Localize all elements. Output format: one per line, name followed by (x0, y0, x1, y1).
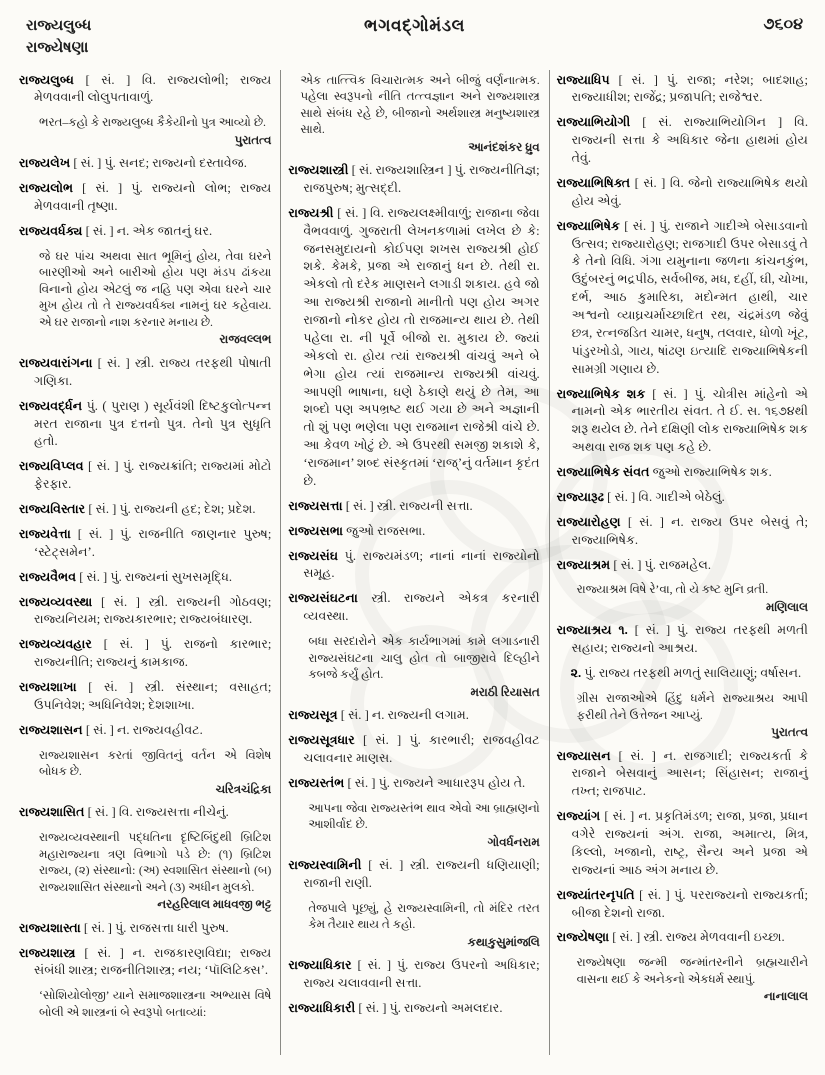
headword: રાજ્યાભિષેક સંવત (556, 465, 650, 479)
headword: રાજ્યવર્ધક્ય (19, 223, 83, 238)
dict-entry (19, 398, 271, 452)
headword: રાજ્યસ્વામિની (288, 858, 362, 873)
citation-text: રાજ્યવ્યવસ્થાની પદ્ધતિના દૃષ્ટિબિંદુથી બ્રિટિશ મહારાજ્યના ત્રણ વિભાગો પડે છે: (૧) બ્રિટિશ રાજ્ય, (૨) સંસ્થાનો: (અ) સ્વશાસિત સંસ્થાનો (બ) રાજ્યશાસિત સંસ્થાનો અને (૩) અધીન મુલકો. (39, 830, 272, 894)
dict-entry (557, 887, 808, 923)
entry-body: પું. ( પુરાણ ) સૂર્યવંશી દિષ્ટકુલોત્પન્ન મરત રાજાના પુત્ર દત્તનો પુત્ર. તેનો પુત્ર સુધૃતિ હતો. (34, 398, 272, 449)
page-title: ભગવદ્ગોમંડલ (364, 16, 465, 35)
dict-entry (557, 514, 808, 550)
entry-body: પું. રાજ્ય તરફથી મળતું સાલિયાણું; વર્ષાસન. (584, 666, 802, 681)
dict-entry (557, 622, 808, 658)
citation (577, 581, 808, 615)
headword: રાજ્યવ્યવસ્થા (19, 594, 93, 609)
headword: રાજ્યાભિષિક્ત (556, 175, 631, 190)
entry-body: [ સં. ] ન. રાજકારણવિદ્યા; રાજ્ય સંબંધી શાસ્ત્ર; રાજનીતિશાસ્ત્ર; નય; ‘પૉલિટિક્સ’. (34, 945, 272, 978)
headword: રાજ્યાભિયોગી (556, 115, 631, 130)
entry-body: [ સં. ] પું. રાજસત્તા ધારી પુરુષ. (83, 920, 229, 935)
entry-body: [ સં. ] પું. રાજા; નરેશ; બાદશાહ; રાજ્યાધીશ; રાજેંદ્ર; પ્રજાપતિ; રાજેશ્વર. (571, 72, 808, 105)
dict-entry (19, 223, 271, 241)
dict-entry (19, 945, 271, 981)
dict-entry (557, 557, 808, 575)
entry-body: [ સં. ] પું. રાજાને ગાદીએ બેસાડવાનો ઉત્સવ; રાજ્યારોહણ; રાજગાદી ઉપર બેસાડવું તે કે તેનો વિધિ. ગંગા યમુનાના જળના કાંચનકુંભ, ઉદુંબરનું ભદ્રપીઠ, સર્વબીજ, મધ, દહીં, ઘી, ચોખા, દર્ભ, આઠ કુમારિકા, મદોન્મત હાથી, ચાર અશ્વનો વ્યાઘ્રચર્માચ્છાદિત રથ, ચંદ્રમંડળ જેવું છત્ર, રત્નજડિત ચામર, ધનુષ, તલવાર, ધોળો ખૂંટ, પાંડુરખોડો, ગાય, ષાંઢણ ઇત્યાદિ રાજ્યાભિષેકની સામગ્રી ગણાય છે. (571, 218, 808, 376)
headword: રાજ્યલુબ્ધ (19, 72, 74, 87)
headword: રાજ્યાંગ (556, 809, 601, 824)
headword: રાજ્યાધિકાર (288, 958, 352, 973)
entry-body: [ સં. રાજ્યશાસ્ત્રિન ] પું. રાજ્યનીતિજ્ઞ; રાજપુરુષ; મુત્સદ્દી. (303, 163, 540, 195)
dict-entry (557, 665, 808, 683)
headword: રાજ્યશાસ્તા (19, 920, 81, 935)
entry-body: [ સં. ] પું. રાજ્યને આધારરૂપ હોય તે. (347, 775, 526, 790)
entry-body: [ સં. ] પું. રાજનો કારભાર; રાજ્યનીતિ; રાજ્યનું કામકાજ. (34, 637, 272, 670)
column-1 (12, 70, 280, 1055)
citation-text: બધા સરદારોને એક કાર્યભાગમાં કામે લગાડનારી રાજ્યસંઘટના ચાલુ હોત તો બાજીરાવે દિલ્હીને કબજે કર્યું હોત. (308, 634, 540, 682)
entry-body: [ સં. ] પું. રાજનીતિ જાણનાર પુરુષ; ‘સ્ટેટ્સમેન’. (34, 526, 272, 559)
citation-source: મરાઠી રિયાસત (470, 684, 540, 699)
dict-entry (19, 526, 271, 562)
dict-entry (288, 732, 539, 768)
citation (39, 829, 271, 913)
headword: રાજ્યવિપ્લવ (19, 459, 84, 474)
headword: રાજ્યસત્તા (288, 498, 343, 513)
entry-body: જુઓ રાજસભા. (346, 523, 426, 538)
headword: રાજ્યાભિષેક (556, 218, 620, 233)
entry-body: [ સં. ] પું. રાજ્યનો અમલદાર. (358, 1001, 503, 1016)
citation-source: પુરાતત્વ (234, 132, 272, 147)
dict-entry (557, 175, 808, 211)
citation-text: ‘સોશિયોલોજી’ યાને સમાજશાસ્ત્રના અભ્યાસ વિષે બોલી એ શાસ્ત્રનાં બે સ્વરૂપો બતાવ્યાં: (39, 988, 272, 1019)
entry-body: [ સં. ] પું. રાજ્યની હદ; દેશ; પ્રદેશ. (88, 502, 256, 516)
dict-entry (557, 808, 808, 880)
entry-body: સ્ત્રી. રાજ્યને એકત્ર કરનારી વ્યવસ્થા. (303, 591, 540, 624)
citation (308, 800, 539, 851)
citation-source: પુરાતત્વ (771, 725, 808, 740)
headword: રાજ્યશાસ્ત્રી (288, 163, 349, 178)
dict-entry (19, 594, 271, 630)
entry-body: [ સં. રાજ્યાભિયોગિન ] વિ. રાજ્યની સત્તા કે અધિકાર જેના હાથમાં હોય તેવું. (571, 115, 808, 165)
dict-entry (19, 679, 271, 715)
entry-body: [ સં. ] પું. રાજ્ય તરફથી મળતી સહાય; રાજ્યનો આશ્રય. (571, 623, 808, 656)
entry-body: [ સં. ] પું. સનદ; રાજ્યનો દસ્તાવેજ. (73, 156, 247, 171)
dict-entry (288, 707, 539, 725)
dict-entry (557, 386, 808, 458)
headword: રાજ્યાશ્રય ૧. (556, 623, 628, 638)
headword: રાજ્યસંઘ (288, 548, 339, 563)
entry-body: [ સં. ] પું. કારભારી; રાજવહીવટ ચલાવનાર માણસ. (303, 733, 540, 765)
entry-body: [ સં. ] ન. રાજ્યવહીવટ. (85, 722, 203, 737)
entry-body: [ સં. ] સ્ત્રી. રાજ્યની ધણિયાણી; રાજાની રાણી. (303, 858, 540, 891)
headword: રાજ્યાધિપ (556, 72, 610, 87)
entry-body: [ સં. ] ન. રાજગાદી; રાજ્યકર્તા કે રાજાને બેસવાનું આસન; સિંહાસન; રાજાનું તખ્ત; રાજપાટ. (571, 748, 808, 799)
headword: રાજ્યશાસિત (19, 805, 85, 820)
entry-body: [ સં. ] પું. રાજ્યનો લોભ; રાજ્ય મેળવવાની તૃષ્ણા. (34, 181, 272, 214)
citation-source: રાજવલ્લભ (219, 332, 272, 347)
entry-body: [ સં. ] વિ. રાજ્યલક્ષ્મીવાળું; રાજાના જેવા વૈભવવાળું. ગુજરાતી લેખનકળામાં લખેલ છે કે: જનસમુદાયનો કોઈપણ શખસ રાજ્યશ્રી હોઈ શકે. કેમકે, પ્રજા એ રાજાનું ધન છે. તેથી રા. એકલો તો દરેક માણસને લગાડી શકાય. હવે જો આ રાજ્યશ્રી રાજાનો માનીતો પણ હોય અગર રાજાનો નોકર હોય તો રાજમાન્ય થાય છે. તેથી પહેલા રા. ની પૂર્વે બીજો રા. મુકાય છે. જ્યાં એકલો રા. હોય ત્યાં રાજ્યશ્રી વાંચવું અને બે ભેગા હોય ત્યાં રાજમાન્ય રાજ્યશ્રી વાંચવું. આપણી ભાષાના, ઘણે ઠેકાણે થયું છે તેમ, આ શબ્દો પણ અપભ્રષ્ટ થઈ ગયા છે અને અજ્ઞાની તો શું પણ ભણેલા પણ રાજમાન રાજેશ્રી વાંચે છે. આ કેવળ ખોટું છે. એ ઉપરથી સમજી શકાશે કે, ‘રાજમાન’ શબ્દ સંસ્કૃતમાં ‘રાજ્’નું વર્તમાન કૃદંત છે. (303, 205, 540, 488)
guide-word-top: રાજ્યલુબ્ધ (26, 18, 92, 34)
entry-body: [ સં. ] સ્ત્રી. સંસ્થાન; વસાહત; ઉપનિવેશ; અધિનિવેશ; દેશશાખા. (34, 680, 272, 712)
citation (39, 987, 271, 1020)
entry-body: [ સં. ] પું. ચોત્રીસ માંહેનો એ નામનો એક ભારતીય સંવત. તે ઈ. સ. ૧૬૭૪થી શરૂ થયેલ છે. તેને દક્ષિણી લોક રાજ્યાભિષેક શક અથવા રાજ શક પણ કહે છે. (571, 386, 808, 455)
citation (308, 633, 539, 700)
guide-word-bottom: રાજ્યેષણા (26, 39, 89, 56)
citation (39, 747, 271, 798)
headword: રાજ્યવિસ્તાર (19, 502, 86, 516)
headword: રાજ્યવર્દ્ધન (19, 398, 83, 413)
entry-body: [ સં. ] ન. પ્રકૃતિમંડળ; રાજા, પ્રજા, પ્રધાન વગેરે રાજ્યનાં અંગ. રાજા, અમાત્ય, મિત્ર, કિલ્લો, ખજાનો, રાષ્ટ્ર, સૈન્ય અને પ્રજા એ રાજ્યનાં આઠ અંગ મનાય છે. (571, 809, 808, 877)
headword: રાજ્યસંઘટના (288, 591, 358, 606)
dict-entry (19, 722, 271, 740)
headword: રાજ્યલોભ (19, 181, 74, 196)
entry-body: [ સં. ] પું. રાજ્યનાં સુખસમૃદ્ધિ. (79, 569, 233, 584)
entry-body: [ સં. ] સ્ત્રી. રાજ્ય મેળવવાની ઇચ્છા. (612, 930, 785, 945)
dict-entry (19, 355, 271, 391)
entry-body: [ સં. ] ન. રાજ્યની લગામ. (340, 708, 469, 723)
citation-text: એક તાત્ત્વિક વિચારાત્મક અને બીજું વર્ણનાત્મક. પહેલા સ્વરૂપનો નીતિ તત્ત્વજ્ઞાન અને રાજ્યશાસ્ત્ર સાથે સંબંધ રહે છે, બીજાનો અર્થશાસ્ત્ર મનુષ્યશાસ્ત્ર સાથે. (300, 72, 540, 137)
dict-entry (557, 748, 808, 802)
dict-entry (557, 489, 808, 507)
entry-body: [ સં. ] વિ. રાજ્યસત્તા નીચેનું. (87, 805, 229, 820)
citation-source: કથાકુસુમાંજલિ (467, 934, 540, 949)
dict-entry (19, 920, 271, 938)
citation-text: જે ઘર પાંચ અથવા સાત ભૂમિનું હોય, તેવા ઘરને બારણીઓ અને બારીઓ હોય પણ મંડપ ઢાંકયા વિનાનો હોય એટલું જ નહિ પણ એવા ઘરને ચાર મુખ હોય તો તે રાજ્યવર્ધક્ય નામનું ઘર કહેવાય. એ ઘર રાજાનો નાશ કરનાર મનાય છે. (39, 248, 272, 329)
citation-text: રાજ્યેષણા જન્મી જન્માંતરનીને બ્રહ્મચારીને વાસના થઈ કે અનેકનો એકધર્મ સ્થાપું. (576, 955, 808, 986)
entry-body: [ સં. ] વિ. ગાદીએ બેઠેલું. (607, 489, 725, 504)
citation-text: ભરત–કહો કે રાજ્યલુબ્ધ કૈકેયીનો પુત્ર આવ્યો છે. (39, 115, 266, 130)
dict-entry (288, 857, 539, 893)
entry-body: [ સં. ] વિ. રાજ્યલોભી; રાજ્ય મેળવવાની લોલુપતાવાળું. (34, 72, 272, 105)
headword: રાજ્યસૂત્રધાર (288, 733, 355, 748)
dict-entry (557, 929, 808, 947)
entry-body: [ સં. ] પું. પરરાજ્યનો રાજ્યકર્તા; બીજા દેશનો રાજા. (571, 887, 808, 920)
citation (577, 690, 808, 741)
dict-entry (19, 636, 271, 672)
headword: ૨. (570, 666, 582, 681)
entry-body: [ સં. ] વિ. જેનો રાજ્યાભિષેક થયો હોય એવું. (571, 175, 808, 208)
citation-text: તેજપાલે પૂછ્યું, હે રાજ્યસ્વામિની, તો મંદિર તરત કેમ તૈયાર થાય તે કહો. (308, 900, 540, 932)
headword: રાજ્યાધિકારી (288, 1001, 356, 1016)
dict-entry (288, 523, 539, 541)
citation-source: ગોવર્ધનરામ (487, 834, 540, 849)
citation-source: મણિલાલ (765, 599, 808, 614)
citation-source: આનંદશંકર ધ્રુવ (468, 139, 540, 154)
entry-body: [ સં. ] સ્ત્રી. રાજ્યની ગોઠવણ; રાજ્યનિયમ; રાજ્યકારભાર; રાજ્યબંધારણ. (34, 594, 272, 627)
headword: રાજ્યસભા (288, 523, 343, 538)
headword: રાજ્યાભિષેક શક (556, 386, 646, 401)
page-header (12, 10, 817, 62)
citation-text: ગ્રીસ રાજાઓએ હિંદુ ધર્મને રાજ્યાશ્રય આપી ફરીથી તેને ઉત્તેજન આપ્યું. (576, 691, 808, 722)
headword: રાજ્યાંતરનૃપતિ (556, 887, 635, 902)
dict-entry (288, 957, 539, 993)
dictionary-columns (12, 70, 817, 1055)
dict-entry (557, 464, 808, 482)
entry-body: [ સં. ] સ્ત્રી. રાજ્ય તરફથી પોષાતી ગણિકા. (34, 355, 272, 388)
dict-entry (19, 72, 271, 108)
headword: રાજ્યવેત્તા (19, 526, 71, 541)
dict-entry (288, 498, 539, 516)
dict-entry (557, 218, 808, 379)
headword: રાજ્યસ્તંભ (288, 775, 345, 790)
citation (577, 954, 808, 1005)
dict-entry (19, 458, 271, 494)
citation-source: નરહરિલાલ માધવજી ભટ્ટ (157, 897, 272, 912)
entry-body: પું. રાજ્યમંડળ; નાનાં નાનાં રાજ્યોનો સમૂહ. (303, 548, 540, 581)
dict-entry (19, 804, 271, 822)
citation (39, 248, 271, 348)
headword: રાજ્યશાખા (19, 680, 77, 694)
column-3 (549, 70, 817, 1055)
dict-entry (557, 114, 808, 168)
dict-entry (288, 775, 539, 793)
entry-body: [ સં. ] ન. રાજ્ય ઉપર બેસવું તે; રાજ્યાભિષેક. (571, 514, 808, 547)
entry-body: જુઓ રાજ્યાભિષેક શક. (652, 465, 772, 479)
dict-entry (557, 72, 808, 108)
dict-entry (288, 548, 539, 584)
citation (308, 900, 539, 951)
headword: રાજ્યવારાંગના (19, 355, 93, 370)
entry-body: [ સં. ] પું. રાજમહેલ. (613, 557, 712, 572)
entry-body: [ સં. ] પું. રાજ્યક્રાંતિ; રાજ્યમાં મોટો ફેરફાર. (34, 459, 272, 492)
headword: રાજ્યારૂઢ (556, 489, 604, 504)
headword: રાજ્યશ્રી (288, 205, 334, 220)
citation (39, 114, 271, 148)
headword: રાજ્યાશ્રમ (556, 557, 611, 572)
entry-body: [ સં. ] ન. એક જાતનું ઘર. (85, 223, 213, 238)
headword: રાજ્યેષણા (556, 930, 610, 945)
guide-words (26, 16, 364, 60)
headword: રાજ્યારોહણ (556, 514, 621, 529)
citation-text: રાજ્યાશ્રમ વિષે રે’વા, તો યે કષ્ટ મુનિ વ્રતી. (576, 582, 769, 597)
headword: રાજ્યસૂત્ર (288, 708, 338, 723)
headword: રાજ્યલેખ (19, 156, 71, 171)
entry-body: [ સં. ] પું. રાજ્ય ઉપરનો અધિકાર; રાજ્ય ચલાવવાની સત્તા. (303, 958, 540, 991)
headword: રાજ્યશાસ્ત્ર (19, 945, 76, 960)
citation-text: રાજ્યશાસન કરતાં જીવિતનું વર્તન એ વિશેષ બોધક છે. (39, 747, 272, 779)
dict-entry (19, 155, 271, 173)
page-number: ૭૬૦૪ (763, 16, 803, 33)
dict-entry (19, 180, 271, 216)
headword: રાજ્યશાસન (19, 722, 83, 737)
dict-entry (288, 205, 539, 491)
dict-entry (19, 569, 271, 587)
headword: રાજ્યાસન (556, 748, 611, 763)
entry-body: [ સં. ] સ્ત્રી. રાજ્યની સત્તા. (345, 498, 473, 513)
citation-source: ચરિત્રચંદ્રિકા (215, 781, 272, 796)
citation-text: આપના જેવા રાજ્યસ્તંભ થાવ એવો આ બ્રાહ્મણનો આશીર્વાદ છે. (308, 800, 540, 832)
column-2 (280, 70, 548, 1055)
dict-entry (288, 1000, 539, 1018)
dict-entry (19, 501, 271, 519)
citation (300, 72, 539, 156)
dict-entry (288, 162, 539, 198)
headword: રાજ્યવૈભવ (19, 569, 77, 584)
headword: રાજ્યવ્યવહાર (19, 637, 92, 652)
citation-source: નાનાલાલ (763, 989, 808, 1004)
dict-entry (288, 590, 539, 626)
